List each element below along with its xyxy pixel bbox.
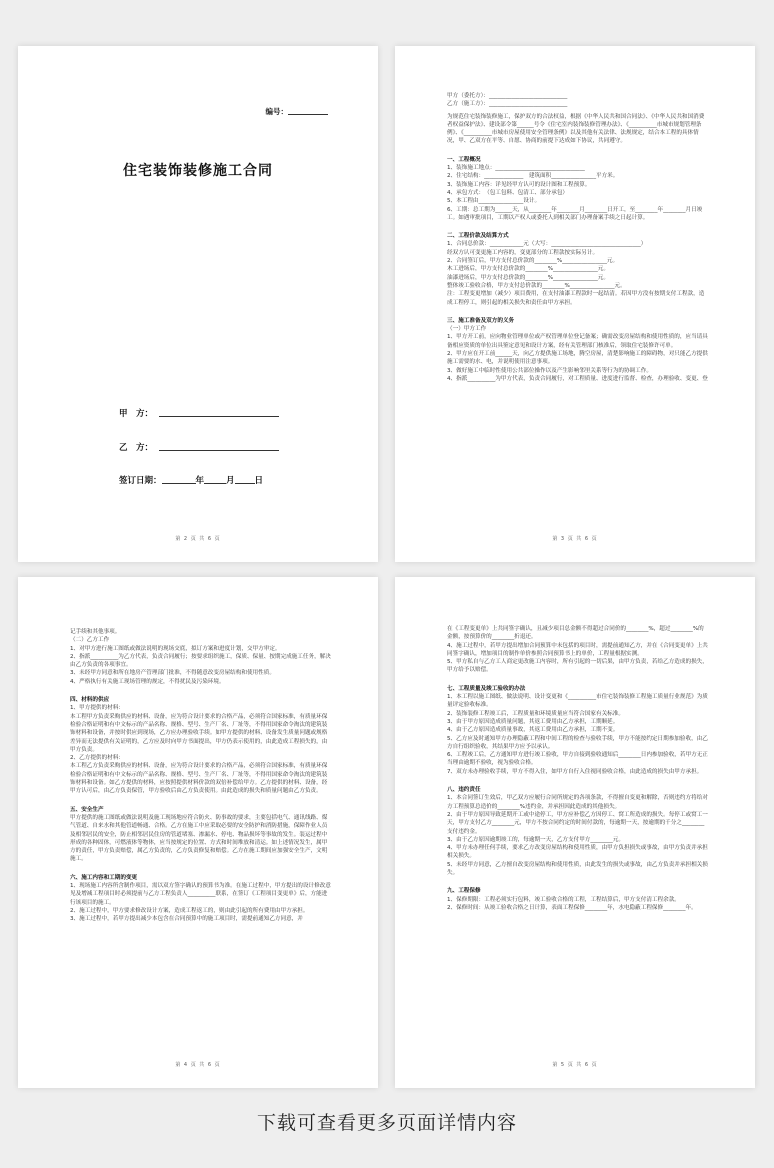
contract-cover-page (18, 46, 378, 562)
page-body (447, 625, 709, 912)
contract-title: 住宅装饰装修施工合同 (123, 163, 273, 179)
body-line: 整体竣工验收合格，甲方支付总价款的________%________________元。 (447, 282, 626, 289)
section-heading: 一、工程概况 (447, 156, 481, 163)
body-line: 2、施工过程中，甲方要求修改设计方案，造成工程返工的，则由此引起的所有费用由甲方承担。 (70, 907, 309, 914)
section-heading: 八、违约责任 (447, 787, 481, 794)
page-footer: 第 4 页 共 6 页 (175, 1062, 221, 1068)
body-line: 2、住宅结构：______________ 建筑面积________________平方米。 (447, 173, 619, 180)
body-line: 1、现场施工内容所含制作项目，需以双方签字确认的预算书为准。在施工过程中，甲方提出的设计修改意见及增减工程项目时必须提前与乙方工程负责人__________联系，在签订《工程项目变更单》后，方能进行该项目的施工。 (70, 883, 331, 906)
body-line: 甲方提供的施工图纸或做法说明及施工现场地应符合防火、防事故的要求，主要包括电气、通讯线路、煤气管道、自来水和其他管道畅通、合格。乙方在施工中应采取必要的安全防护和消防措施，保障作业人员及相邻居民的安全，防止相邻居民住房的管道堵塞、渗漏水、停电、物品损坏等事故的发生。装运过程中形成的各种固体，可燃液体等物体，应当按规定的位置、方式和时间堆放和清运。如上述情况发生，属甲方的责任，甲方负责赔偿，属乙方负责的，乙方负责修复和赔偿。乙方在施工期间应加强安全生产，文明施工。 (70, 814, 328, 863)
body-line: 甲方（委托方）：____________________________ (447, 93, 568, 99)
page-body (447, 92, 709, 383)
party-a-field (119, 407, 279, 419)
contract-page-4 (18, 577, 378, 1088)
body-line: 2、合同签订后，甲方支付总价款的________%________________元。 (447, 258, 619, 265)
section-heading: 三、施工准备及双方的义务 (447, 317, 515, 324)
body-line: 4、由于乙方原因造成质量事故，其返工费用由乙方承担，工期不变。 (447, 727, 619, 734)
body-line: 注：工程变更增加（减少）项目费用，在支付油漆工程款时一起结清。若因甲方没有按期支付工程款，造成工程停工，则引起的相关损失和责任由甲方承担。 (447, 291, 705, 306)
section-heading: 六、施工内容和工期的变更 (70, 874, 138, 881)
sign-date-label: 签订日期： (119, 476, 162, 486)
section-heading: 九、工程保修 (447, 888, 481, 895)
body-line: 4、施工过程中，若甲方提出增加合同预算中未包括的项目时，需提前通知乙方，并在《合同变更单》上共同签字确认，增加项目的制作单价参照合同预算书上的单价，工程量根据实测。 (447, 642, 708, 657)
body-line: 记手续和其他事项。 (70, 629, 121, 635)
day-blank (235, 483, 255, 484)
body-line: 4、指派__________为甲方代表，负责合同履行，对工程质量、进度进行监督、检查，办理验收、变更、登 (447, 375, 708, 382)
contract-number-blank (288, 114, 328, 115)
contract-page-3 (395, 46, 755, 562)
body-line: 2、由于甲方原因导致延期开工或中途停工，甲方应补偿乙方因停工、窝工所造成的损失。每停工或窝工一天，甲方支付乙方________元，甲方不按合同约定的时间付款的，每逾期一天，按逾期的千分之________支付违约金。 (447, 811, 708, 835)
paragraph-gap (447, 776, 709, 780)
party-a-label: 甲 方： (119, 409, 154, 419)
body-line: 1、本工程以施工图纸、做法说明、设计变更和《__________市住宅装饰装修工程施工质量行业规范》为质量评定验收标准。 (447, 694, 708, 709)
party-b-field (119, 441, 279, 453)
day-label: 日 (254, 476, 264, 486)
party-a-blank (159, 416, 279, 417)
body-line: 3、未经甲方同意和所在地房产管理部门批准，不得随意改变房屋结构和使用性质。 (70, 670, 275, 677)
body-line: 1、合同总价款：____________元（大写：________________________________） (447, 241, 647, 248)
body-line: 5、本工程由________________设计。 (447, 198, 541, 205)
year-label: 年 (195, 476, 205, 486)
paragraph-gap (70, 864, 332, 868)
year-blank (162, 483, 196, 484)
paragraph-gap (447, 877, 709, 881)
body-line: 2、保修时间：从竣工验收合格之日计算，表面工程保修________年，水电隐蔽工程保修________年。 (447, 904, 697, 911)
body-line: 1、本合同签订生效后，甲乙双方应履行合同所规定的各项条款，不得擅自变更和解除，否则违约方将给对方工程预算总造价的________%违约金，并承担因此造成的其他损失。 (447, 795, 708, 810)
body-line: 1、装饰施工地点：________________________________ (447, 165, 585, 172)
body-line: 本工程甲方负责采购供应的材料、设备，应为符合设计要求的合格产品，必须符合国家标准，有质量环保检验合格证明和有中文标示的产品名称、规格、型号、生产厂名、厂址等，不得用国家命令淘汰的建筑装饰材料和设备，并按时供应到现场，乙方应办理验收手续。如甲方提供的材料、设备发生质量问题或规格差异而无法提供有关证明的，乙方应及时向甲方书面提出，甲方仍表示使用的，由此造成工程损失的，由甲方负责。 (70, 713, 328, 753)
body-line: 3、由于甲方原因造成质量问题，其返工费用由乙方承担，工期顺延。 (447, 718, 619, 725)
body-line: 6、工期：总工期为______天，从________年________月________日开工，至________年________月日竣工。如遇审批项目，工期以产权人或委托人到相关部门办理备案手续之日起计算。 (447, 206, 703, 221)
body-line: 为规范住宅装饰装修施工，保护双方的合法权益，根据《中华人民共和国合同法》、《中华人民共和国消费者权益保护法》、建设部令第______号令《住宅室内装饰装修管理办法》、《__________市城市规划管理条例》、《__________市城市房屋使用安全管理条例》以及其他有关法律、法规规定，结合本工程的具体情况，甲、乙双方在平等、自愿、协商的前提下达成如下协议，共同遵守。 (447, 113, 705, 145)
body-line: 1、甲方开工前，应向物业管理单位或产权管理单位登记备案；确需改变房屋结构和使用性质的，应当请具备相应资质的单位出具鉴定意见和设计方案，经有关管理部门核准后，领取住宅装修许可单。 (447, 334, 708, 349)
section-heading: 二、工程价款及结算方式 (447, 233, 509, 240)
contract-number-label: 编号： (265, 107, 288, 116)
download-caption: 下载可查看更多页面详情内容 (256, 1112, 517, 1134)
paragraph-gap (70, 686, 332, 690)
body-line: 5、甲方私自与乙方工人商定更改施工内容时，所有引起的一切后果，由甲方负责，若给乙方造成的损失，甲方给予以赔偿。 (447, 659, 708, 674)
section-heading: 七、工程质量及竣工验收的办法 (447, 685, 526, 692)
section-heading: 四、材料的供应 (70, 697, 110, 704)
body-line: 4、甲方未办理任何手续，要求乙方改变房屋结构和使用性质，由甲方负担损失或事故，由甲方负责并承担相关损失。 (447, 845, 708, 860)
body-line: 3、装饰施工内容：详见经甲方认可的设计图和工程预算。 (447, 181, 591, 188)
body-line: 7、双方未办理验收手续，甲方不得入住，如甲方自行入住视同验收合格，由此造成的损失由甲方承担。 (447, 768, 703, 775)
section-heading: 五、安全生产 (70, 806, 104, 813)
body-line: 3、施工过程中，若甲方提出减少本包含在合同预算中的施工项目时，需提前通知乙方同意，并 (70, 916, 303, 923)
body-line: 乙方（施工方）：____________________________ (447, 101, 568, 108)
contract-number-field (266, 106, 329, 117)
party-b-blank (159, 450, 279, 451)
body-line: 本工程乙方负责采购供应的材料、设备，应为符合设计要求的合格产品，必须符合国家标准，有质量环保检验合格证明和有中文标示的产品名称、规格、型号、生产厂名、厂址等，不得用国家命令淘汰的建筑装饰材料和设备。如乙方提供的材料，应按照提供材料价款的双倍补偿给甲方。乙方提供的材料、设备，经甲方认可后，由乙方负责保管，甲方验收后由乙方负责使用。由此造成的损失和质量问题由乙方负责。 (70, 763, 328, 795)
paragraph-gap (447, 675, 709, 679)
body-line: 1、甲方提供的材料： (70, 705, 124, 712)
page-footer: 第 5 页 共 6 页 (552, 1062, 598, 1068)
body-line: 3、由于乙方原因逾期竣工的，每逾期一天，乙方支付甲方________元。 (447, 836, 624, 843)
page-body (70, 628, 332, 924)
body-line: 5、未经甲方同意，乙方擅自改变房屋结构和使用性质，由此发生的损失或事故，由乙方负责并承担相关损失。 (447, 861, 708, 877)
paragraph-gap (447, 307, 709, 311)
body-line: 木工进场后，甲方支付总价款的________%________________元。 (447, 266, 609, 273)
body-line: 5、乙方应及时通知甲方办理隐蔽工程和中间工程的检查与验收手续，甲方不能按约定日期参加验收，由乙方自行组织验收，其结果甲方应予以承认。 (447, 735, 708, 750)
sign-date-field (119, 474, 263, 486)
body-line: （一）甲方工作 (447, 326, 487, 333)
body-line: 4、严格执行有关施工现场管理的规定，不得扰民及污染环境。 (70, 678, 225, 685)
body-line: 6、工程竣工后，乙方通知甲方进行竣工验收，甲方自接到验收通知后________日内参加验收，若甲方无正当理由逾期不验收，视为验收合格。 (447, 752, 708, 767)
contract-page-5 (395, 577, 755, 1088)
body-line: 2、乙方提供的材料： (70, 755, 124, 762)
body-line: （二）乙方工作 (70, 637, 110, 644)
body-line: 2、甲方应在开工前______天，向乙方提供施工场地，腾空房屋，清楚影响施工的障碍物，对只能乙方提供施工需要的水、电，并说明使用注意事项。 (447, 351, 708, 366)
page-footer: 第 3 页 共 6 页 (552, 536, 598, 542)
month-blank (204, 483, 226, 484)
body-line: 油漆进场后，甲方支付总价款的________%________________元。 (447, 274, 609, 281)
body-line: 1、对甲方进行施工图纸或做法说明的现场交底，拟订方案和进度计划，交甲方审定。 (70, 645, 281, 652)
page-footer: 第 2 页 共 6 页 (175, 536, 221, 542)
month-label: 月 (226, 476, 235, 486)
body-line: 经双方认可变更施工内容的，变更部分的工程款按实际另计。 (447, 249, 599, 256)
body-line: 2、指派__________为乙方代表，负责合同履行；按要求组织施工，保质、保量、按期完成施工任务，解决由乙方负责的各项事宜。 (70, 653, 331, 669)
paragraph-gap (447, 146, 709, 150)
body-line: 2、装饰装修工程竣工后，工程质量和环境质量应当符合国家有关标准。 (447, 710, 624, 717)
paragraph-gap (447, 222, 709, 226)
body-line: 1、保修期限：工程必须实行包料，竣工验收合格的工程，工程结算后，甲方支付清工程余款。 (447, 896, 680, 903)
paragraph-gap (70, 796, 332, 800)
body-line: 4、承包方式： （包工包料、包清工、部分承包） (447, 189, 569, 196)
body-line: 在《工程变更单》上共同签字确认，且减少项目总金额不得超过合同价的________%，超过________%的金额，按预算价的________折退还。 (447, 626, 704, 641)
body-line: 3、做好施工中临时性使用公共部位操作以及产生影响邻里关系等行为的协调工作。 (447, 367, 652, 374)
party-b-label: 乙 方： (119, 443, 154, 453)
